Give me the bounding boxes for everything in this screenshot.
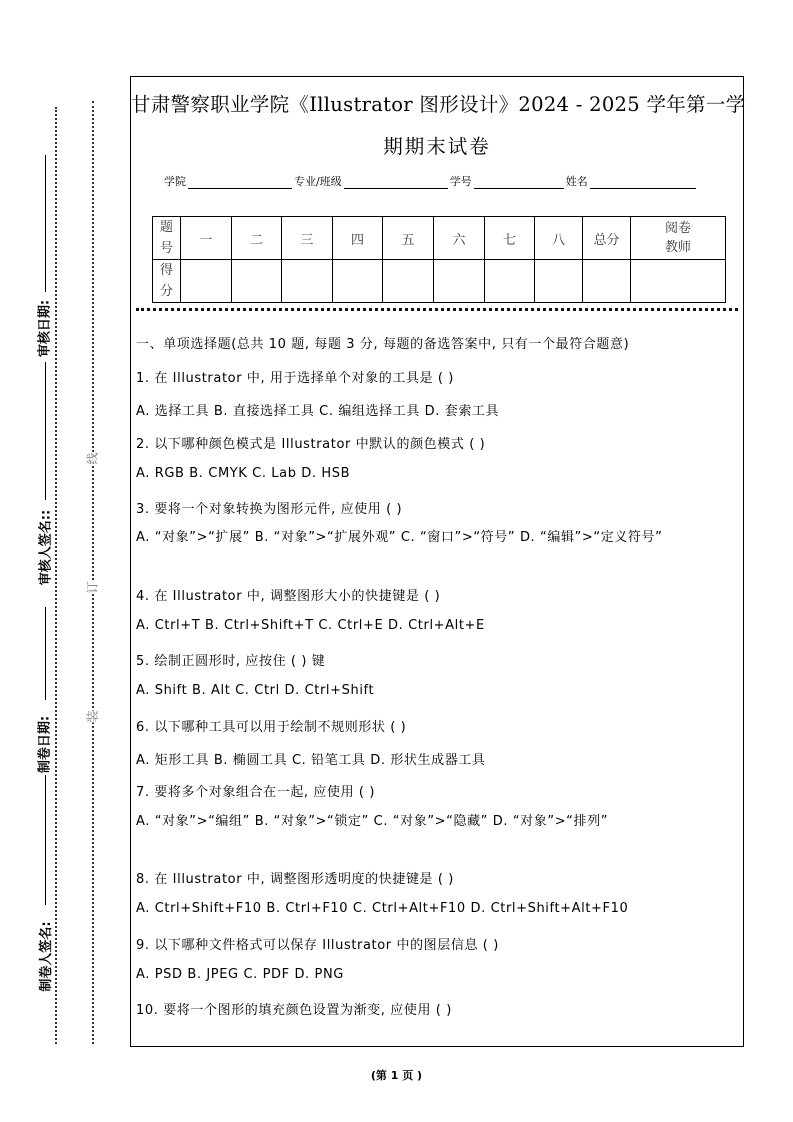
exam-title-line2: 期期末试卷 (383, 135, 491, 158)
question-10: 10. 要将一个图形的填充颜色设置为渐变, 应使用 ( ) (136, 1003, 452, 1018)
cut-dotted-line (92, 101, 94, 1044)
col-header-5: 五 (383, 217, 434, 260)
cut-mark-line: 线 (82, 452, 103, 464)
section-separator (136, 308, 738, 311)
question-7-options: A. “对象”>“编组” B. “对象”>“锁定” C. “对象”>“隐藏” D. “对象”>“排列” (136, 814, 609, 829)
question-3-options: A. “对象”>“扩展” B. “对象”>“扩展外观” C. “窗口”>“符号” D. “编辑”>“定义符号” (136, 530, 663, 545)
question-8-options: A. Ctrl+Shift+F10 B. Ctrl+F10 C. Ctrl+Alt+F10 D. Ctrl+Shift+Alt+F10 (136, 901, 629, 916)
score-cell-1[interactable] (181, 260, 232, 303)
question-3: 3. 要将一个对象转换为图形元件, 应使用 ( ) (136, 502, 403, 517)
score-cell-6[interactable] (434, 260, 485, 303)
score-header: 得 分 (153, 260, 181, 303)
question-5: 5. 绘制正圆形时, 应按住 ( ) 键 (136, 654, 326, 669)
question-1: 1. 在 Illustrator 中, 用于选择单个对象的工具是 ( ) (136, 371, 454, 386)
col-header-grader: 阅卷 教师 (631, 217, 726, 260)
cut-mark-bind: 装 (82, 710, 103, 722)
col-header-6: 六 (434, 217, 485, 260)
col-header-4: 四 (333, 217, 383, 260)
question-2-options: A. RGB B. CMYK C. Lab D. HSB (136, 466, 351, 481)
question-7: 7. 要将多个对象组合在一起, 应使用 ( ) (136, 785, 376, 800)
score-table (152, 216, 726, 303)
review-date-line-lower (45, 362, 46, 500)
student-info-row (164, 173, 698, 189)
question-2: 2. 以下哪种颜色模式是 Illustrator 中默认的颜色模式 ( ) (136, 437, 486, 452)
question-4-options: A. Ctrl+T B. Ctrl+Shift+T C. Ctrl+E D. Ctrl+Alt+E (136, 618, 485, 633)
exam-title-line1: 甘肃警察职业学院《Illustrator 图形设计》2024 - 2025 学年第一学 (131, 93, 746, 116)
paper-date-line (45, 775, 46, 905)
college-field[interactable] (188, 176, 292, 189)
question-5-options: A. Shift B. Alt C. Ctrl D. Ctrl+Shift (136, 683, 375, 698)
score-table-header-row (153, 217, 726, 260)
inner-dotted-line (55, 107, 57, 1044)
college-label: 学院 (164, 175, 186, 188)
major-class-label: 专业/班级 (294, 175, 342, 188)
score-cell-8[interactable] (535, 260, 583, 303)
col-header-2: 二 (232, 217, 282, 260)
question-number-header: 题 号 (153, 217, 181, 260)
student-id-label: 学号 (449, 175, 472, 188)
cut-mark-staple: 订 (82, 581, 103, 593)
paper-maker-signature-label: 制卷人签名: (39, 921, 54, 992)
col-header-7: 七 (485, 217, 535, 260)
col-header-3: 三 (282, 217, 333, 260)
score-cell-3[interactable] (282, 260, 333, 303)
col-header-8: 八 (535, 217, 583, 260)
name-label: 姓名 (565, 175, 588, 188)
score-cell-4[interactable] (333, 260, 383, 303)
question-1-options: A. 选择工具 B. 直接选择工具 C. 编组选择工具 D. 套索工具 (136, 404, 500, 419)
review-date-label: 审核日期: (37, 299, 53, 358)
score-table-score-row (153, 260, 726, 303)
question-6: 6. 以下哪种工具可以用于绘制不规则形状 ( ) (136, 720, 407, 735)
student-id-field[interactable] (474, 176, 564, 189)
question-4: 4. 在 Illustrator 中, 调整图形大小的快捷键是 ( ) (136, 589, 441, 604)
review-date-line (45, 155, 46, 292)
question-9: 9. 以下哪种文件格式可以保存 Illustrator 中的图层信息 ( ) (136, 938, 499, 953)
name-field[interactable] (590, 176, 696, 189)
question-8: 8. 在 Illustrator 中, 调整图形透明度的快捷键是 ( ) (136, 872, 454, 887)
score-cell-7[interactable] (485, 260, 535, 303)
reviewer-signature-label: 审核人签名:: (38, 509, 54, 586)
score-cell-2[interactable] (232, 260, 282, 303)
section-title: 一、单项选择题(总共 10 题, 每题 3 分, 每题的备选答案中, 只有一个最符合题意) (136, 337, 630, 352)
score-cell-total[interactable] (583, 260, 631, 303)
exam-frame (130, 76, 744, 1047)
question-6-options: A. 矩形工具 B. 椭圆工具 C. 铅笔工具 D. 形状生成器工具 (136, 753, 486, 768)
col-header-1: 一 (181, 217, 232, 260)
page-number: (第 1 页 ) (370, 1069, 423, 1082)
score-cell-5[interactable] (383, 260, 434, 303)
reviewer-signature-line (45, 607, 46, 700)
score-cell-grader[interactable] (631, 260, 726, 303)
major-class-field[interactable] (344, 176, 448, 189)
col-header-total: 总分 (583, 217, 631, 260)
question-9-options: A. PSD B. JPEG C. PDF D. PNG (136, 967, 344, 982)
paper-date-label: 制卷日期: (37, 715, 53, 774)
